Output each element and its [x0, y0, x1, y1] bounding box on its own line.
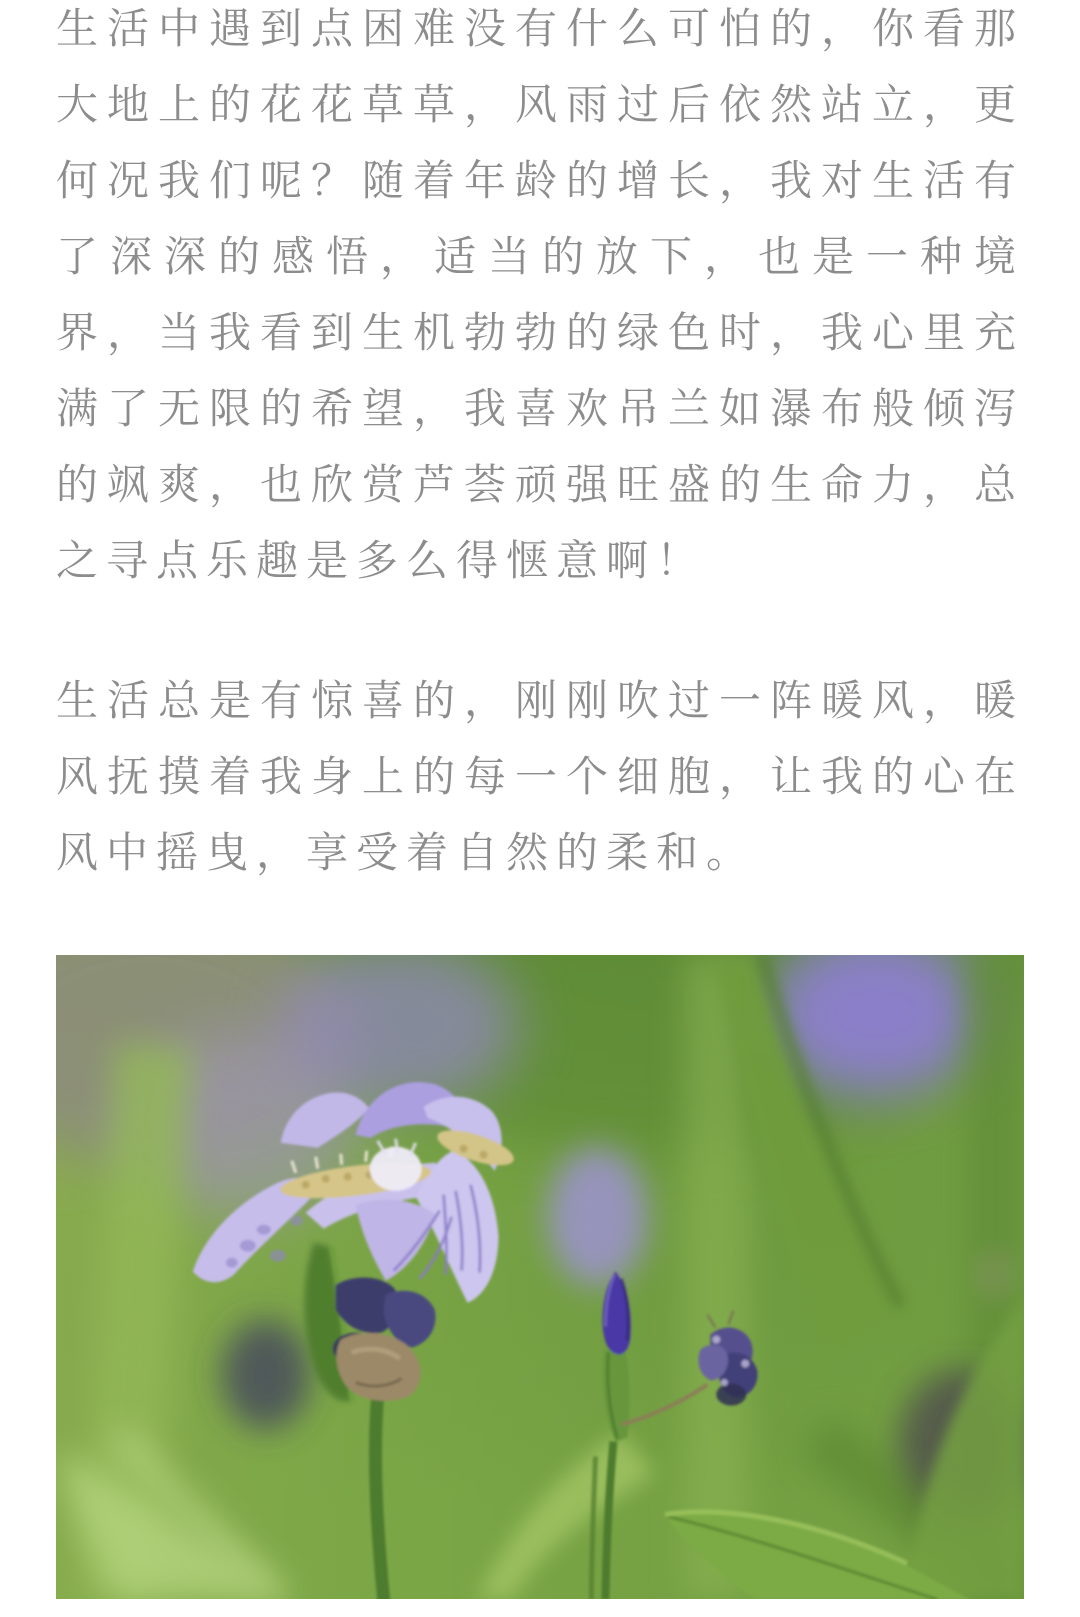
- article-body: [56, 0, 1024, 1599]
- iris-photo[interactable]: [56, 955, 1024, 1599]
- paragraph-2: 生活总是有惊喜的，刚刚吹过一阵暖风，暖风抚摸着我身上的每一个细胞，让我的心在风中摇曳，享受着自然的柔和。: [56, 677, 1024, 876]
- iris-photo-figure: [56, 955, 1024, 1599]
- iris-crest: [370, 1147, 422, 1191]
- paragraph-1: 生活中遇到点困难没有什么可怕的，你看那大地上的花花草草，风雨过后依然站立，更何况我们呢？随着年龄的增长，我对生活有了深深的感悟，适当的放下，也是一种境界，当我看到生机勃勃的绿色时，我心里充满了无限的希望，我喜欢吊兰如瀑布般倾泻的飒爽，也欣赏芦荟顽强旺盛的生命力，总之寻点乐趣是多么得惬意啊！: [56, 5, 1024, 584]
